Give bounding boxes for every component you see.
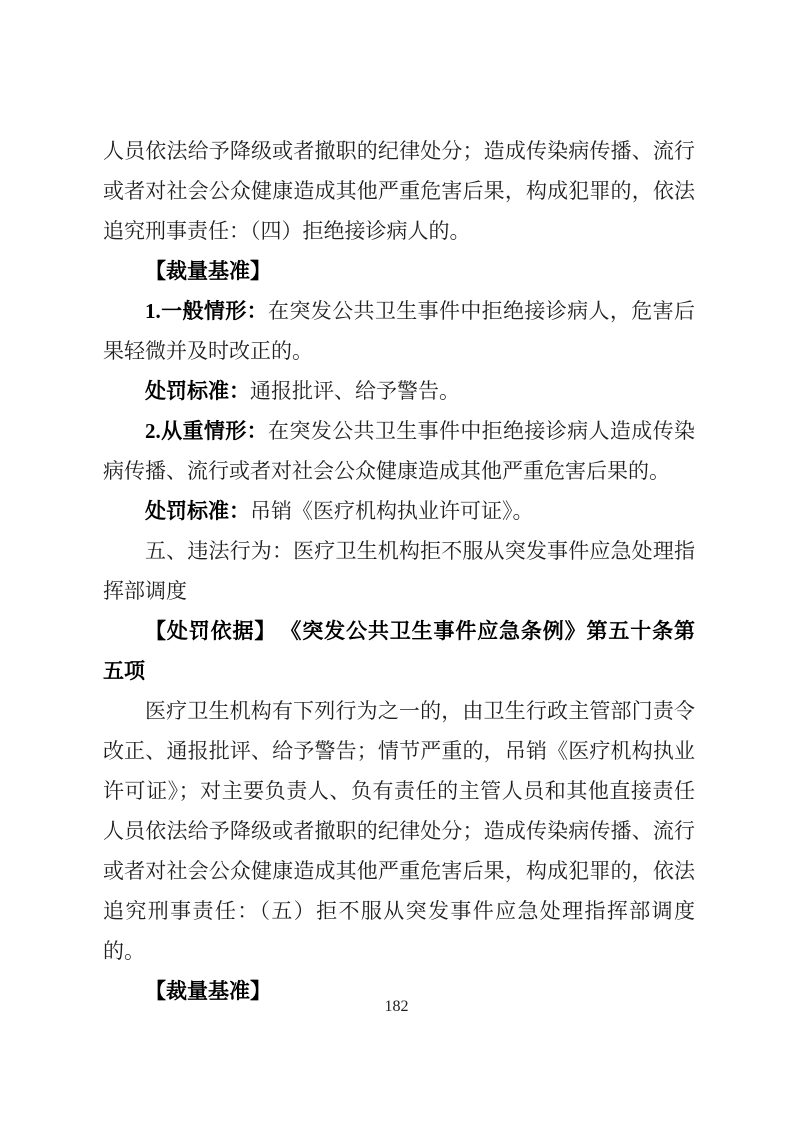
section-heading-text: 【裁量基准】 [145,259,271,283]
paragraph-text: 在突发公共卫生事件中拒绝接诊病人，危害后果轻微并及时改正的。 [103,299,696,363]
paragraph-penalty-standard-2 [103,491,695,531]
paragraph-text: 医疗卫生机构有下列行为之一的，由卫生行政主管部门责令改正、通报批评、给予警告；情节严重的，吊销《医疗机构执业许可证》；对主要负责人、负有责任的主管人员和其他直接责任人员依法给予降级或者撤职的纪律处分；造成传染病传播、流行或者对社会公众健康造成其他严重危害后果，构成犯罪的，依法追究刑事责任：（五）拒不服从突发事件应急处理指挥部调度的。 [103,699,695,963]
section-heading-discretion-benchmark [103,251,695,291]
document-body [103,131,695,1011]
paragraph-text: 五、违法行为：医疗卫生机构拒不服从突发事件应急处理指挥部调度 [103,539,695,603]
penalty-basis-label: 【处罚依据】 [145,619,277,643]
paragraph-lead-label: 处罚标准： [145,499,250,523]
paragraph-continuation [103,131,695,251]
paragraph-general-case [103,291,695,371]
paragraph-penalty-standard-1 [103,371,695,411]
paragraph-lead-label: 1.一般情形： [145,299,268,323]
section-heading-text: 【裁量基准】 [145,979,271,1003]
paragraph-penalty-basis [103,611,695,691]
paragraph-aggravated-case [103,411,695,491]
paragraph-lead-label: 处罚标准： [145,379,250,403]
page-number [0,996,793,1018]
paragraph-text: 通报批评、给予警告。 [250,379,460,403]
paragraph-regulation-body [103,691,695,971]
page-number-text: 182 [384,998,409,1015]
paragraph-text: 吊销《医疗机构执业许可证》。 [250,499,534,523]
paragraph-lead-label: 2.从重情形： [145,419,268,443]
paragraph-text: 人员依法给予降级或者撤职的纪律处分；造成传染病传播、流行或者对社会公众健康造成其他严重危害后果，构成犯罪的，依法追究刑事责任：（四）拒绝接诊病人的。 [103,139,695,243]
paragraph-text: 在突发公共卫生事件中拒绝接诊病人造成传染病传播、流行或者对社会公众健康造成其他严重危害后果的。 [103,419,696,483]
penalty-basis-citation: 《突发公共卫生事件应急条例》第五十条第五项 [103,619,695,683]
paragraph-illegal-act-item-5 [103,531,695,611]
